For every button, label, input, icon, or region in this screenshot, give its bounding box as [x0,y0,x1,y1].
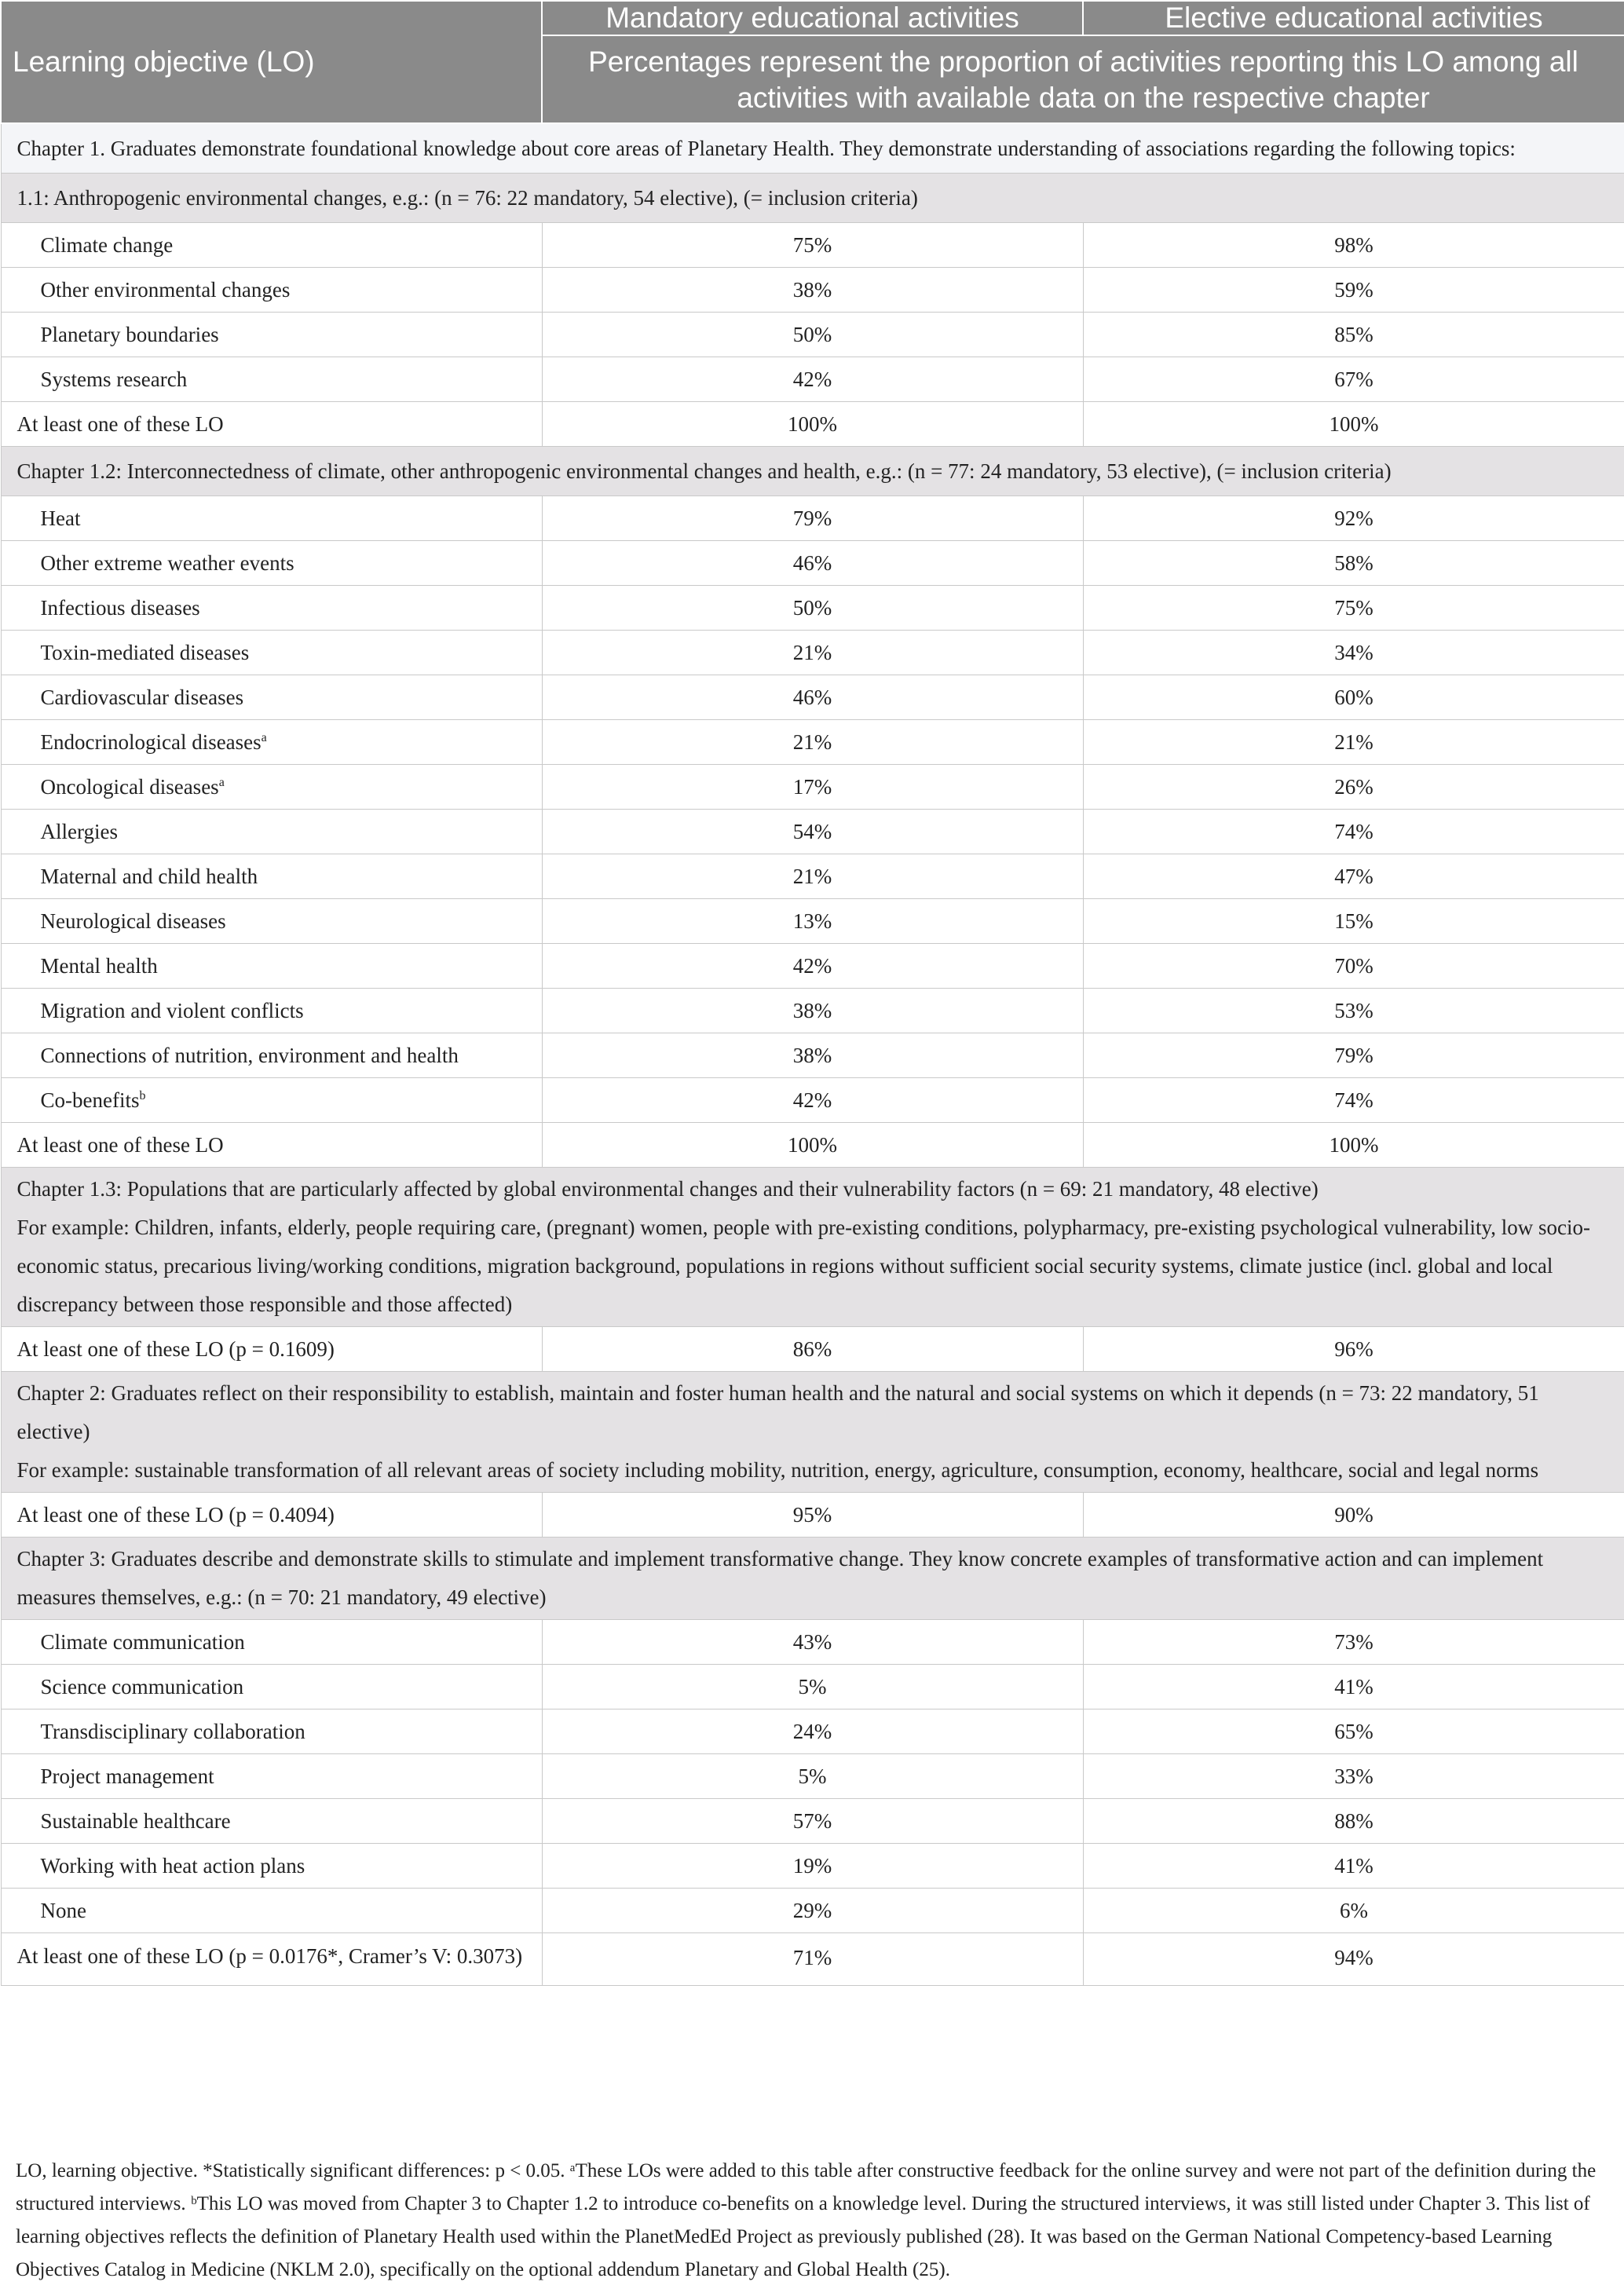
total-row [1,402,1624,447]
chapter-3-heading-title: Chapter 3: Graduates describe and demonstrate skills to stimulate and implement transformative change. They know concrete examples of transformative action and can implement measures themselves, e.g.: (n = 70: 21 mandatory, 49 elective) [16,1547,1544,1609]
table-row [1,586,1624,631]
total-elective: 90% [1083,1493,1624,1538]
elective-value: 41% [1083,1665,1624,1709]
elective-value: 70% [1083,944,1624,989]
mandatory-value: 19% [542,1844,1083,1889]
total-mandatory: 100% [542,402,1083,447]
lo-label: Oncological diseases$^a$ [1,765,542,810]
table-row [1,1754,1624,1799]
total-row [1,1493,1624,1538]
section-1-1-heading-text [1,174,1624,223]
elective-value: 85% [1083,313,1624,357]
lo-label: Toxin-mediated diseases [1,631,542,675]
table-row [1,313,1624,357]
table-row [1,1844,1624,1889]
elective-value: 53% [1083,989,1624,1033]
header-mandatory: Mandatory educational activities [542,1,1083,35]
elective-value: 74% [1083,810,1624,854]
elective-value: 79% [1083,1033,1624,1078]
mandatory-value: 21% [542,854,1083,899]
lo-label: Heat [1,496,542,541]
header-percentage-note: Percentages represent the proportion of activities reporting this LO among all activities with available data on the respective chapter [542,35,1624,123]
total-row [1,1933,1624,1986]
elective-value: 47% [1083,854,1624,899]
lo-label: Infectious diseases [1,586,542,631]
total-row [1,1123,1624,1168]
lo-label: Systems research [1,357,542,402]
lo-label: Planetary boundaries [1,313,542,357]
section-1-2-heading-text [1,447,1624,496]
table-row [1,631,1624,675]
mandatory-value: 5% [542,1754,1083,1799]
lo-label: Migration and violent conflicts [1,989,542,1033]
mandatory-value: 57% [542,1799,1083,1844]
mandatory-value: 43% [542,1620,1083,1665]
elective-value: 74% [1083,1078,1624,1123]
table-row [1,854,1624,899]
lo-label: Project management [1,1754,542,1799]
table-row [1,223,1624,268]
mandatory-value: 13% [542,899,1083,944]
elective-value: 58% [1083,541,1624,586]
mandatory-value: 42% [542,944,1083,989]
mandatory-value: 5% [542,1665,1083,1709]
total-label: At least one of these LO [1,402,542,447]
mandatory-value: 17% [542,765,1083,810]
lo-label: Connections of nutrition, environment and health [1,1033,542,1078]
lo-label: Maternal and child health [1,854,542,899]
mandatory-value: 46% [542,675,1083,720]
section-1-2-heading-title: Chapter 1.2: Interconnectedness of climate, other anthropogenic environmental changes and health, e.g.: (n = 77: 24 mandatory, 53 elective), (= inclusion criteria) [16,459,1392,483]
chapter-2-heading-text [1,1372,1624,1493]
mandatory-value: 38% [542,989,1083,1033]
table-row [1,675,1624,720]
elective-value: 98% [1083,223,1624,268]
mandatory-value: 75% [542,223,1083,268]
table-row [1,1709,1624,1754]
table-row [1,1889,1624,1933]
lo-label: Allergies [1,810,542,854]
table-row [1,268,1624,313]
elective-value: 65% [1083,1709,1624,1754]
mandatory-value: 38% [542,1033,1083,1078]
elective-value: 75% [1083,586,1624,631]
elective-value: 33% [1083,1754,1624,1799]
elective-value: 41% [1083,1844,1624,1889]
lo-label: Cardiovascular diseases [1,675,542,720]
mandatory-value: 79% [542,496,1083,541]
footnote-marker: a [218,775,225,789]
mandatory-value: 21% [542,631,1083,675]
elective-value: 60% [1083,675,1624,720]
table-row [1,1620,1624,1665]
table-row [1,899,1624,944]
total-label: At least one of these LO (p = 0.0176*, Cramer’s V: 0.3073) [1,1933,542,1986]
lo-label: Neurological diseases [1,899,542,944]
chapter-2-heading [1,1372,1624,1493]
table-row [1,541,1624,586]
table-row [1,1033,1624,1078]
section-1-3-heading-title: Chapter 1.3: Populations that are particularly affected by global environmental changes and their vulnerability factors (n = 69: 21 mandatory, 48 elective) [16,1177,1319,1201]
table-row [1,1078,1624,1123]
total-elective: 94% [1083,1933,1624,1986]
footnote-marker: a [261,730,267,744]
elective-value: 73% [1083,1620,1624,1665]
lo-label: Transdisciplinary collaboration [1,1709,542,1754]
table-row [1,1799,1624,1844]
total-elective: 96% [1083,1327,1624,1372]
elective-value: 21% [1083,720,1624,765]
lo-label: Other extreme weather events [1,541,542,586]
total-elective: 100% [1083,1123,1624,1168]
mandatory-value: 50% [542,313,1083,357]
elective-value: 92% [1083,496,1624,541]
chapter-2-heading-title: Chapter 2: Graduates reflect on their responsibility to establish, maintain and foster human health and the natural and social systems on which it depends (n = 73: 22 mandatory, 51 elective) [16,1381,1539,1443]
total-label: At least one of these LO (p = 0.1609) [1,1327,542,1372]
mandatory-value: 42% [542,357,1083,402]
chapter-1-heading-text [1,123,1624,174]
header-learning-objective: Learning objective (LO) [1,1,542,123]
lo-label: Other environmental changes [1,268,542,313]
mandatory-value: 38% [542,268,1083,313]
elective-value: 34% [1083,631,1624,675]
total-row [1,1327,1624,1372]
total-label: At least one of these LO (p = 0.4094) [1,1493,542,1538]
mandatory-value: 29% [542,1889,1083,1933]
mandatory-value: 21% [542,720,1083,765]
total-elective: 100% [1083,402,1624,447]
total-label: At least one of these LO [1,1123,542,1168]
lo-label: Sustainable healthcare [1,1799,542,1844]
chapter-3-heading [1,1538,1624,1620]
elective-value: 59% [1083,268,1624,313]
table-row [1,810,1624,854]
chapter-1-heading-title: Chapter 1. Graduates demonstrate foundational knowledge about core areas of Planetary Health. They demonstrate understanding of associations regarding the following topics: [16,136,1516,160]
lo-label: Climate change [1,223,542,268]
mandatory-value: 54% [542,810,1083,854]
lo-label: Science communication [1,1665,542,1709]
table-footnote [16,2155,1610,2287]
total-mandatory: 86% [542,1327,1083,1372]
table-row [1,357,1624,402]
section-1-2-heading [1,447,1624,496]
elective-value: 26% [1083,765,1624,810]
elective-value: 67% [1083,357,1624,402]
footnote-text: LO, learning objective. *Statistically significant differences: p < 0.05. ᵃThese LOs were added to this table after constructive feedback for the online survey and were not part of the definition during the structured interviews. ᵇThis LO was moved from Chapter 3 to Chapter 1.2 to introduce co-benefits on a knowledge level. During the structured interviews, it was still listed under Chapter 3. This list of learning objectives reflects the definition of Planetary Health used within the PlanetMedEd Project as previously published (28). It was based on the German National Competency-based Learning Objectives Catalog in Medicine (NKLM 2.0), specifically on the optional addendum Planetary and Global Health (25). [16,2160,1597,2280]
section-1-3-heading-example: For example: Children, infants, elderly, people requiring care, (pregnant) women, people with pre-existing conditions, polypharmacy, pre-existing psychological vulnerability, low socio-economic status, precarious living/working conditions, migration background, populations in regions without sufficient social security systems, climate justice (incl. global and local discrepancy between those responsible and those affected) [16,1216,1590,1316]
chapter-3-heading-text [1,1538,1624,1620]
lo-label: None [1,1889,542,1933]
elective-value: 6% [1083,1889,1624,1933]
table-row [1,765,1624,810]
table-row [1,944,1624,989]
lo-label: Endocrinological diseases$^a$ [1,720,542,765]
section-1-3-heading [1,1168,1624,1327]
footnote-marker: b [139,1088,146,1102]
mandatory-value: 46% [542,541,1083,586]
table-row [1,496,1624,541]
section-1-1-heading-title: 1.1: Anthropogenic environmental changes, e.g.: (n = 76: 22 mandatory, 54 elective), (= inclusion criteria) [16,186,918,210]
mandatory-value: 50% [542,586,1083,631]
total-mandatory: 95% [542,1493,1083,1538]
total-mandatory: 71% [542,1933,1083,1986]
header-elective: Elective educational activities [1083,1,1624,35]
elective-value: 15% [1083,899,1624,944]
header-row [1,1,1624,35]
lo-label: Mental health [1,944,542,989]
lo-label: Co-benefits$^b$ [1,1078,542,1123]
section-1-1-heading [1,174,1624,223]
mandatory-value: 42% [542,1078,1083,1123]
table-row [1,720,1624,765]
lo-label: Climate communication [1,1620,542,1665]
chapter-1-heading [1,123,1624,174]
chapter-2-heading-example: For example: sustainable transformation of all relevant areas of society including mobility, nutrition, energy, agriculture, consumption, economy, healthcare, social and legal norms [16,1458,1539,1482]
lo-label: Working with heat action plans [1,1844,542,1889]
section-1-3-heading-text [1,1168,1624,1327]
elective-value: 88% [1083,1799,1624,1844]
table-row [1,989,1624,1033]
table-row [1,1665,1624,1709]
mandatory-value: 24% [542,1709,1083,1754]
total-mandatory: 100% [542,1123,1083,1168]
